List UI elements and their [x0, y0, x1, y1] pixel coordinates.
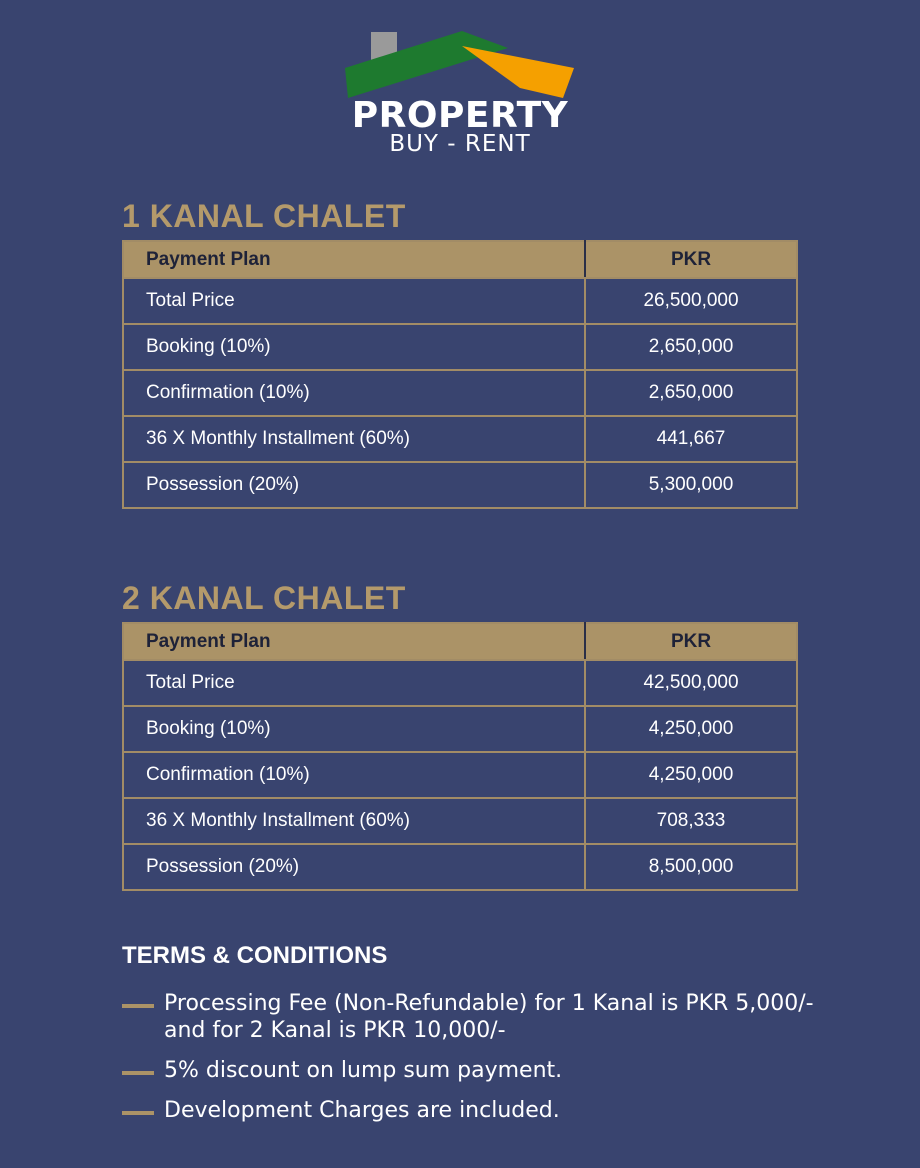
section-title-1-kanal: 1 KANAL CHALET — [122, 198, 406, 234]
table-row — [123, 844, 797, 890]
row-label: Booking (10%) — [123, 324, 585, 370]
row-value: 4,250,000 — [585, 706, 797, 752]
row-label: Total Price — [123, 278, 585, 324]
list-item — [122, 1097, 822, 1124]
roof-right-orange — [462, 46, 574, 98]
row-value: 2,650,000 — [585, 370, 797, 416]
row-label: Possession (20%) — [123, 462, 585, 508]
list-item — [122, 1057, 822, 1084]
table-row — [123, 278, 797, 324]
header-pkr: PKR — [585, 241, 797, 278]
table-row — [123, 370, 797, 416]
row-value: 4,250,000 — [585, 752, 797, 798]
header-payment-plan: Payment Plan — [123, 241, 585, 278]
table-row — [123, 706, 797, 752]
row-value: 708,333 — [585, 798, 797, 844]
roof-left-green — [345, 31, 508, 98]
row-label: 36 X Monthly Installment (60%) — [123, 798, 585, 844]
payment-table-1-kanal — [122, 240, 798, 509]
table-row — [123, 324, 797, 370]
row-label: Confirmation (10%) — [123, 752, 585, 798]
row-label: Confirmation (10%) — [123, 370, 585, 416]
table-row — [123, 752, 797, 798]
header-payment-plan: Payment Plan — [123, 623, 585, 660]
row-value: 8,500,000 — [585, 844, 797, 890]
table-header-row — [123, 623, 797, 660]
row-value: 42,500,000 — [585, 660, 797, 706]
bullet-dash-icon — [122, 1111, 154, 1115]
table-header-row — [123, 241, 797, 278]
logo — [340, 28, 580, 158]
table-row — [123, 416, 797, 462]
bullet-dash-icon — [122, 1004, 154, 1008]
terms-list — [122, 990, 822, 1137]
term-text: 5% discount on lump sum payment. — [164, 1058, 563, 1083]
row-label: Total Price — [123, 660, 585, 706]
bullet-dash-icon — [122, 1071, 154, 1075]
terms-title: TERMS & CONDITIONS — [122, 942, 388, 969]
term-text: Development Charges are included. — [164, 1098, 560, 1123]
row-label: Booking (10%) — [123, 706, 585, 752]
payment-table-2-kanal — [122, 622, 798, 891]
table-row — [123, 660, 797, 706]
logo-subtitle: BUY - RENT — [389, 131, 531, 157]
row-value: 441,667 — [585, 416, 797, 462]
table-row — [123, 462, 797, 508]
row-value: 2,650,000 — [585, 324, 797, 370]
row-value: 5,300,000 — [585, 462, 797, 508]
row-label: 36 X Monthly Installment (60%) — [123, 416, 585, 462]
row-value: 26,500,000 — [585, 278, 797, 324]
header-pkr: PKR — [585, 623, 797, 660]
section-title-2-kanal: 2 KANAL CHALET — [122, 580, 406, 616]
list-item — [122, 990, 822, 1044]
term-text: Processing Fee (Non-Refundable) for 1 Kanal is PKR 5,000/- and for 2 Kanal is PKR 10,000/- — [164, 991, 814, 1043]
logo-title: PROPERTY — [351, 95, 569, 136]
row-label: Possession (20%) — [123, 844, 585, 890]
table-row — [123, 798, 797, 844]
